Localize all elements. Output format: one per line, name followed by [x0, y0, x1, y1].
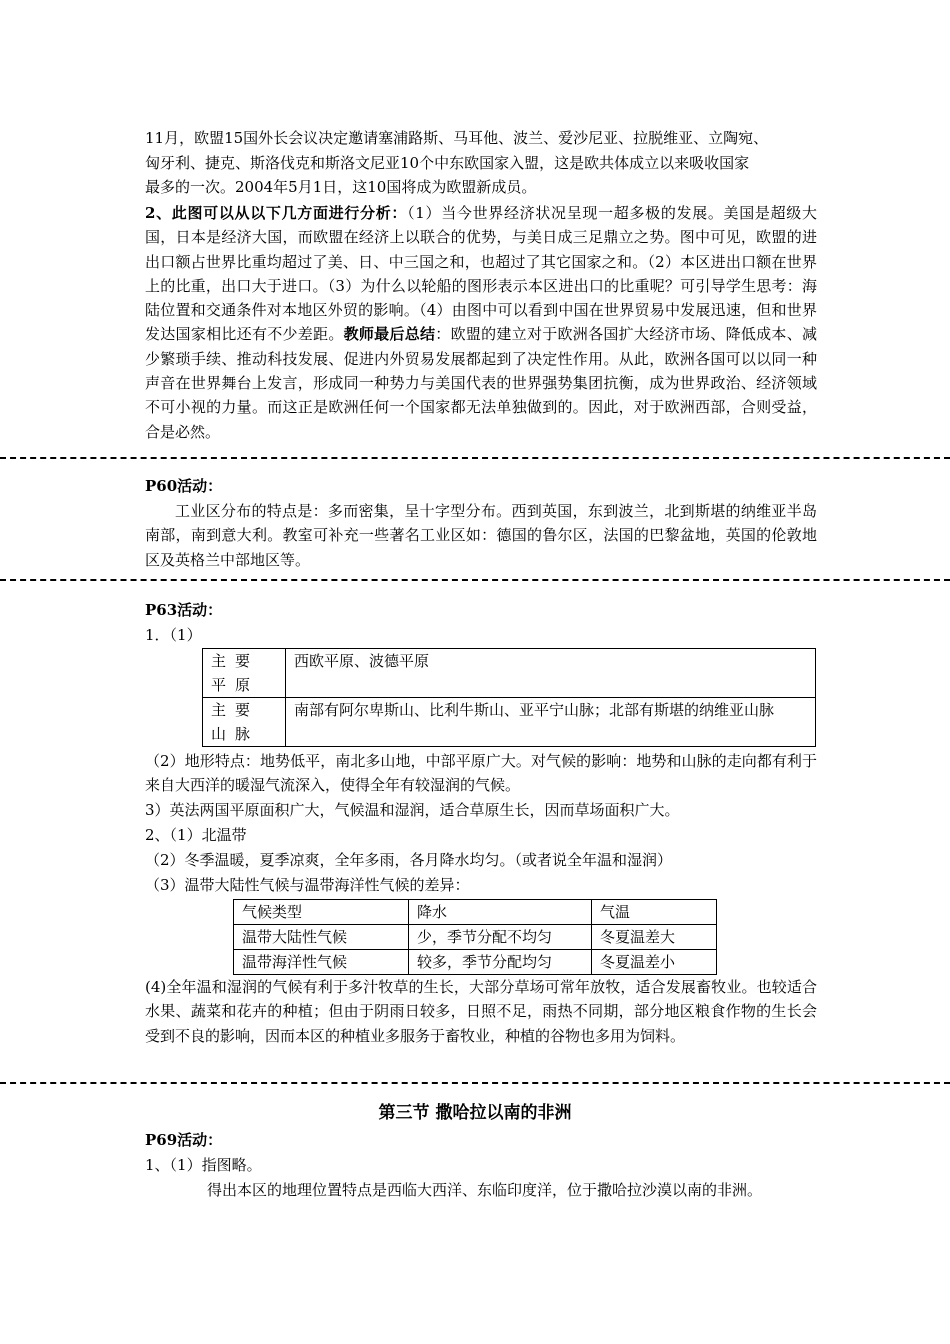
table-cell: 少，季节分配不均匀: [409, 925, 592, 950]
section-divider: [0, 457, 950, 459]
table-header: 降水: [409, 900, 592, 925]
table-header: 气温: [592, 900, 717, 925]
q2-2-line: （2）冬季温暖，夏季凉爽，全年多雨，各月降水均匀。（或者说全年温和湿润）: [145, 851, 673, 869]
table-cell: 主要平原: [203, 649, 286, 698]
analysis-text: （1）当今世界经济状况呈现一超多极的发展。美国是超级大国，日本是经济大国，而欧盟在经济上以联合的优势，与美日成三足鼎立之势。图中可见，欧盟的进出口额占世界比重均超过了美、日、中三国之和，也超过了其它国家之和。（2）本区进出口额在世界上的比重，出口大于进口。（3）为什么以轮船的图形表示本区进出口的比重呢？可引导学生思考：海陆位置和交通条件对本地区外贸的影响。（4）由图中可以看到中国在世界贸易中发展迅速，但和世界发达国家相比还有不少差距。: [145, 204, 817, 344]
p69-heading: P69活动：: [145, 1131, 223, 1149]
section-divider: [0, 1082, 950, 1084]
p60-paragraph: 工业区分布的特点是：多而密集，呈十字型分布。西到英国，东到波兰，北到斯堪的纳维亚半岛南部，南到意大利。教室可补充一些著名工业区如：德国的鲁尔区，法国的巴黎盆地，英国的伦敦地区及英格兰中部地区等。: [145, 502, 817, 569]
table-row: [234, 925, 717, 950]
p60-heading: P60活动：: [145, 477, 223, 495]
table-cell: 较多，季节分配均匀: [409, 950, 592, 975]
q2-1-line: 2、（1）北温带: [145, 826, 247, 844]
question-1: 1．（1）: [145, 626, 202, 644]
p63-heading: P63活动：: [145, 601, 223, 619]
table-cell: 主要山脉: [203, 698, 286, 747]
table-cell: 冬夏温差大: [592, 925, 717, 950]
terrain-table: [202, 648, 816, 747]
q2-3-line: （3）温带大陆性气候与温带海洋性气候的差异：: [145, 876, 470, 894]
table-row: [203, 698, 816, 747]
table-header: 气候类型: [234, 900, 409, 925]
table-cell: 冬夏温差小: [592, 950, 717, 975]
text-line: 匈牙利、捷克、斯洛伐克和斯洛文尼亚10个中东欧国家入盟，这是欧共体成立以来吸收国家: [145, 154, 750, 172]
q1-3-line: 3）英法两国平原面积广大，气候温和湿润，适合草原生长，因而草场面积广大。: [145, 801, 680, 819]
table-header-row: [234, 900, 717, 925]
table-cell: 西欧平原、波德平原: [286, 649, 816, 698]
section-title: 第三节 撒哈拉以南的非洲: [378, 1103, 572, 1123]
table-cell: 温带大陆性气候: [234, 925, 409, 950]
table-cell: 南部有阿尔卑斯山、比利牛斯山、亚平宁山脉；北部有斯堪的纳维亚山脉: [286, 698, 816, 747]
table-row: [234, 950, 717, 975]
p69-q1: 1、（1）指图略。: [145, 1156, 262, 1174]
table-row: [203, 649, 816, 698]
text-line: 最多的一次。2004年5月1日，这10国将成为欧盟新成员。: [145, 178, 537, 196]
q2-4-paragraph: (4)全年温和湿润的气候有利于多汁牧草的生长，大部分草场可常年放牧，适合发展畜牧业。也较适合水果、蔬菜和花卉的种植；但由于阴雨日较多，日照不足，雨热不同期，部分地区粮食作物的生长会受到不良的影响，因而本区的种植业多服务于畜牧业，种植的谷物也多用为饲料。: [145, 978, 817, 1045]
p69-q1-text: 得出本区的地理位置特点是西临大西洋、东临印度洋，位于撒哈拉沙漠以南的非洲。: [207, 1181, 763, 1199]
q1-2-paragraph: （2）地形特点：地势低平，南北多山地，中部平原广大。对气候的影响：地势和山脉的走向都有利于来自大西洋的暖湿气流深入，使得全年有较湿润的气候。: [145, 752, 817, 795]
summary-text: ：欧盟的建立对于欧洲各国扩大经济市场、降低成本、减少繁琐手续、推动科技发展、促进内外贸易发展都起到了决定性作用。从此，欧洲各国可以以同一种声音在世界舞台上发言，形成同一种势力与美国代表的世界强势集团抗衡，成为世界政治、经济领域不可小视的力量。而这正是欧洲任何一个国家都无法单独做到的。因此，对于欧洲西部，合则受益，合是必然。: [145, 325, 817, 441]
table-cell: 温带海洋性气候: [234, 950, 409, 975]
text-line: 11月，欧盟15国外长会议决定邀请塞浦路斯、马耳他、波兰、爱沙尼亚、拉脱维亚、立陶宛、: [145, 129, 769, 147]
section-divider: [0, 579, 950, 581]
analysis-lead: 2、此图可以从以下几方面进行分析：: [145, 204, 408, 222]
teacher-summary-label: 教师最后总结: [343, 325, 436, 344]
analysis-paragraph: [145, 201, 817, 444]
climate-table: [233, 899, 717, 975]
